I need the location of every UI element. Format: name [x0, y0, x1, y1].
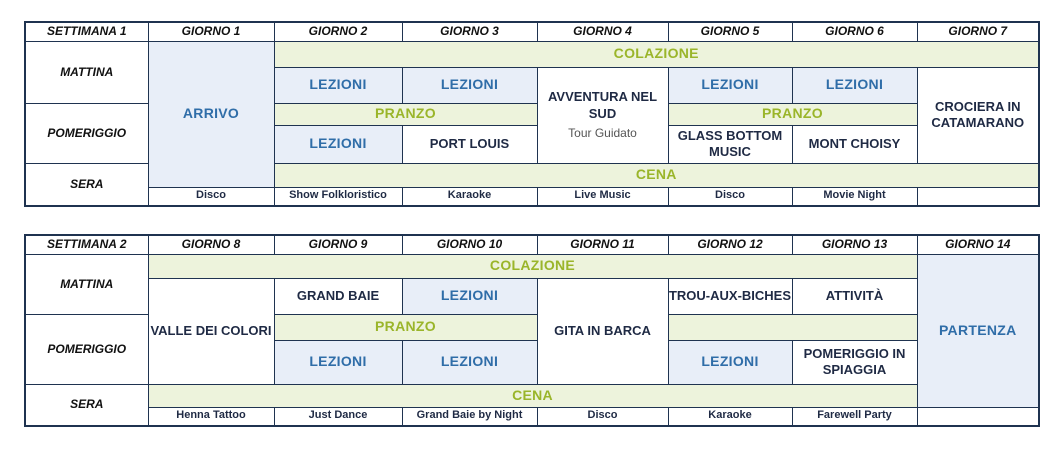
- week-label: SETTIMANA 1: [25, 22, 148, 41]
- lesson-cell: LEZIONI: [402, 340, 537, 384]
- day-header: GIORNO 2: [274, 22, 402, 41]
- evening-activity: Disco: [148, 187, 274, 206]
- dinner-band: CENA: [148, 384, 917, 407]
- evening-activity: Disco: [537, 407, 668, 426]
- lesson-cell: LEZIONI: [274, 340, 402, 384]
- day-header: GIORNO 1: [148, 22, 274, 41]
- evening-activity: Karaoke: [402, 187, 537, 206]
- row-label-morning: MATTINA: [25, 41, 148, 103]
- day-header: GIORNO 5: [668, 22, 792, 41]
- row-label-evening: SERA: [25, 384, 148, 426]
- day-header: GIORNO 11: [537, 235, 668, 254]
- row-label-morning: MATTINA: [25, 254, 148, 314]
- lesson-cell: LEZIONI: [668, 340, 792, 384]
- row-label-afternoon: POMERIGGIO: [25, 103, 148, 163]
- departure-cell: PARTENZA: [917, 254, 1039, 407]
- evening-activity: Live Music: [537, 187, 668, 206]
- lesson-cell: LEZIONI: [274, 67, 402, 103]
- day-header: GIORNO 13: [792, 235, 917, 254]
- dinner-band: CENA: [274, 163, 1039, 187]
- day-header: GIORNO 9: [274, 235, 402, 254]
- mont-choisy-activity: MONT CHOISY: [792, 125, 917, 163]
- row-label-afternoon: POMERIGGIO: [25, 314, 148, 384]
- day-header: GIORNO 8: [148, 235, 274, 254]
- breakfast-band: COLAZIONE: [274, 41, 1039, 67]
- day-header: GIORNO 14: [917, 235, 1039, 254]
- evening-activity: Grand Baie by Night: [402, 407, 537, 426]
- day-header: GIORNO 4: [537, 22, 668, 41]
- lunch-band: PRANZO: [668, 103, 917, 125]
- attivita-activity: ATTIVITÀ: [792, 278, 917, 314]
- lesson-cell: LEZIONI: [668, 67, 792, 103]
- evening-activity: Henna Tattoo: [148, 407, 274, 426]
- grand-baie-activity: GRAND BAIE: [274, 278, 402, 314]
- lunch-band-empty: [668, 314, 917, 340]
- day11-activity: GITA IN BARCA: [537, 278, 668, 384]
- evening-activity: Just Dance: [274, 407, 402, 426]
- day-header: GIORNO 10: [402, 235, 537, 254]
- activity-subtitle: Tour Guidato: [568, 125, 637, 140]
- evening-activity: Karaoke: [668, 407, 792, 426]
- lesson-cell: LEZIONI: [402, 67, 537, 103]
- week-label: SETTIMANA 2: [25, 235, 148, 254]
- lunch-band: PRANZO: [274, 314, 537, 340]
- lesson-cell: LEZIONI: [402, 278, 537, 314]
- lesson-cell: LEZIONI: [274, 125, 402, 163]
- evening-activity: Disco: [668, 187, 792, 206]
- breakfast-band: COLAZIONE: [148, 254, 917, 278]
- day-header: GIORNO 12: [668, 235, 792, 254]
- beach-afternoon-activity: POMERIGGIO IN SPIAGGIA: [792, 340, 917, 384]
- glass-bottom-activity: GLASS BOTTOM MUSIC: [668, 125, 792, 163]
- evening-activity: Movie Night: [792, 187, 917, 206]
- day-header: GIORNO 7: [917, 22, 1039, 41]
- activity-title: AVVENTURA NEL SUD: [547, 89, 658, 121]
- evening-activity: Farewell Party: [792, 407, 917, 426]
- port-louis-activity: PORT LOUIS: [402, 125, 537, 163]
- evening-activity: Show Folkloristico: [274, 187, 402, 206]
- day-header: GIORNO 3: [402, 22, 537, 41]
- day-header: GIORNO 6: [792, 22, 917, 41]
- week2-schedule: [24, 234, 1040, 427]
- day7-activity: CROCIERA IN CATAMARANO: [917, 67, 1039, 163]
- week1-schedule: [24, 21, 1040, 207]
- arrival-cell: ARRIVO: [148, 41, 274, 187]
- lunch-band: PRANZO: [274, 103, 537, 125]
- lesson-cell: LEZIONI: [792, 67, 917, 103]
- day8-activity: VALLE DEI COLORI: [148, 278, 274, 384]
- row-label-evening: SERA: [25, 163, 148, 206]
- day4-activity: [537, 67, 668, 163]
- trou-aux-biches-activity: TROU-AUX-BICHES: [668, 278, 792, 314]
